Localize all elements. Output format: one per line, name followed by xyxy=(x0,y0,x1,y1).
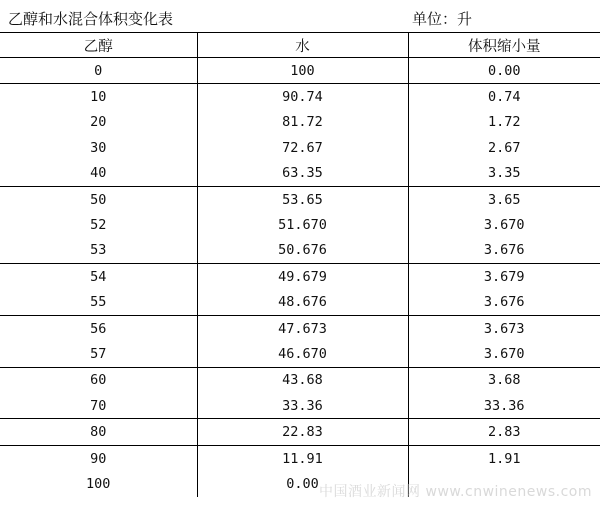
table-row xyxy=(0,58,600,84)
shrink-cell: 33.36 xyxy=(408,393,600,419)
site-watermark: 中国酒业新闻网 www.cnwinenews.com xyxy=(319,484,592,500)
volume-change-table xyxy=(0,33,600,497)
water-cell: 49.679 xyxy=(197,264,408,290)
shrink-cell: 3.676 xyxy=(408,290,600,316)
ethanol-cell: 55 xyxy=(90,294,107,311)
shrink-cell: 3.679 xyxy=(408,264,600,290)
water-cell: 48.676 xyxy=(197,290,408,316)
table-row xyxy=(0,161,600,187)
water-cell: 47.673 xyxy=(197,315,408,341)
water-cell: 22.83 xyxy=(197,419,408,445)
page-title: 乙醇和水混合体积变化表 xyxy=(8,10,174,28)
shrink-cell: 3.68 xyxy=(408,367,600,393)
water-cell: 81.72 xyxy=(197,110,408,135)
water-cell: 43.68 xyxy=(197,367,408,393)
ethanol-cell: 20 xyxy=(90,114,107,131)
table-row xyxy=(0,135,600,160)
table-row xyxy=(0,84,600,110)
shrink-cell: 0.00 xyxy=(408,58,600,84)
water-cell: 51.670 xyxy=(197,212,408,237)
shrink-cell: 3.676 xyxy=(408,238,600,264)
water-cell: 63.35 xyxy=(197,161,408,187)
ethanol-cell: 50 xyxy=(0,186,197,212)
shrink-cell: 1.91 xyxy=(408,445,600,471)
water-cell: 33.36 xyxy=(197,393,408,419)
water-cell: 50.676 xyxy=(197,238,408,264)
ethanol-cell: 90 xyxy=(0,445,197,471)
water-cell: 100 xyxy=(197,58,408,84)
table-row xyxy=(0,315,600,341)
shrink-cell: 3.65 xyxy=(408,186,600,212)
ethanol-cell: 100 xyxy=(86,475,111,492)
column-header-shrink: 体积缩小量 xyxy=(408,33,600,58)
shrink-cell: 3.670 xyxy=(408,212,600,237)
water-cell: 11.91 xyxy=(197,445,408,471)
shrink-cell: 2.83 xyxy=(408,419,600,445)
ethanol-cell: 80 xyxy=(0,419,197,445)
ethanol-cell: 54 xyxy=(0,264,197,290)
column-header-water: 水 xyxy=(197,33,408,58)
unit-label: 单位：升 xyxy=(412,10,473,28)
shrink-cell: 3.670 xyxy=(408,341,600,367)
ethanol-cell: 52 xyxy=(90,217,107,234)
table-row xyxy=(0,341,600,367)
water-cell: 90.74 xyxy=(197,84,408,110)
table-row xyxy=(0,367,600,393)
table-row xyxy=(0,445,600,471)
water-cell: 72.67 xyxy=(197,135,408,160)
table-row xyxy=(0,186,600,212)
table-header-row xyxy=(0,33,600,58)
ethanol-cell: 10 xyxy=(0,84,197,110)
table-row xyxy=(0,393,600,419)
shrink-cell: 3.673 xyxy=(408,315,600,341)
water-cell: 53.65 xyxy=(197,186,408,212)
ethanol-cell: 57 xyxy=(90,345,107,362)
table-row xyxy=(0,290,600,316)
ethanol-cell: 70 xyxy=(90,397,107,414)
water-cell: 0.00 xyxy=(197,471,408,496)
ethanol-cell: 53 xyxy=(90,242,107,259)
shrink-cell: 1.72 xyxy=(408,110,600,135)
ethanol-cell: 0 xyxy=(94,62,103,79)
ethanol-cell: 56 xyxy=(0,315,197,341)
table-container xyxy=(0,32,600,497)
table-row xyxy=(0,238,600,264)
shrink-cell: 2.67 xyxy=(408,135,600,160)
shrink-cell: 0.74 xyxy=(408,84,600,110)
title-row xyxy=(0,0,600,32)
table-row xyxy=(0,110,600,135)
table-row xyxy=(0,212,600,237)
table-row xyxy=(0,419,600,445)
ethanol-cell: 60 xyxy=(0,367,197,393)
ethanol-cell: 30 xyxy=(90,139,107,156)
ethanol-cell: 40 xyxy=(90,165,107,182)
column-header-ethanol: 乙醇 xyxy=(0,33,197,58)
water-cell: 46.670 xyxy=(197,341,408,367)
shrink-cell: 3.35 xyxy=(408,161,600,187)
table-row xyxy=(0,264,600,290)
